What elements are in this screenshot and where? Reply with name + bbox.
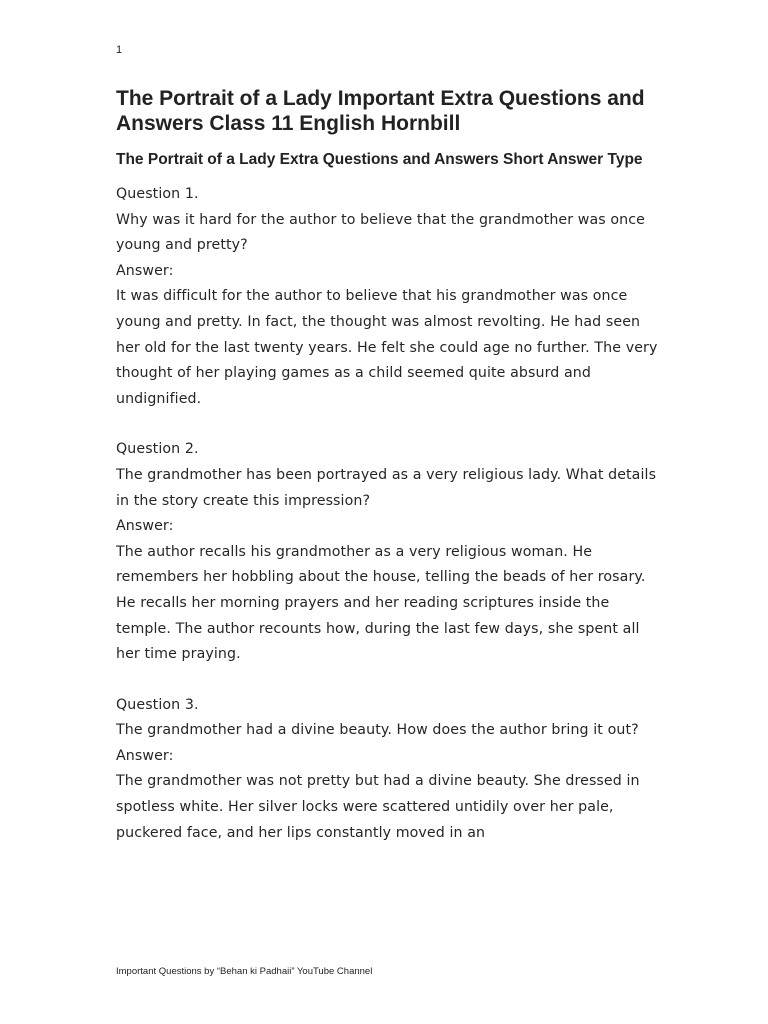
- answer-text: It was difficult for the author to believe that his grandmother was once young and pretty. In fact, the thought was almost revolting. He had seen her old for the last twenty years. He felt she could age no further. The very thought of her playing games as a child seemed quite absurd and undignified.: [116, 288, 658, 407]
- answer-label: Answer:: [116, 262, 174, 279]
- page-title: The Portrait of a Lady Important Extra Questions and Answers Class 11 English Hornbill: [116, 87, 645, 135]
- question-label: Question 3.: [116, 696, 199, 713]
- section-heading: The Portrait of a Lady Extra Questions and Answers Short Answer Type: [116, 151, 643, 168]
- page-footer: Important Questions by “Behan ki Padhaii” YouTube Channel: [116, 966, 373, 977]
- question-label: Question 1.: [116, 186, 199, 202]
- question-text: The grandmother has been portrayed as a very religious lady. What details in the story create this impression?: [116, 466, 657, 509]
- question-label: Question 2.: [116, 441, 199, 458]
- answer-label: Answer:: [116, 747, 174, 764]
- answer-text: The author recalls his grandmother as a very religious woman. He remembers her hobbling about the house, telling the beads of her rosary. He recalls her morning prayers and her reading scriptures inside the temple. The author recounts how, during the last few days, she spent all her time praying.: [116, 543, 646, 663]
- question-text: Why was it hard for the author to believe that the grandmother was once young and pretty?: [116, 211, 646, 254]
- question-text: The grandmother had a divine beauty. How does the author bring it out?: [116, 722, 639, 739]
- document-body: [116, 86, 664, 871]
- answer-label: Answer:: [116, 518, 174, 535]
- qa-item-2: [116, 437, 664, 667]
- qa-list: [116, 182, 664, 846]
- page-number: 1: [116, 44, 123, 56]
- qa-item-1: [116, 182, 664, 412]
- answer-text: The grandmother was not pretty but had a divine beauty. She dressed in spotless white. Her silver locks were scattered untidily over her pale, puckered face, and her lips constantly moved in an: [116, 773, 640, 841]
- qa-item-3: [116, 693, 664, 847]
